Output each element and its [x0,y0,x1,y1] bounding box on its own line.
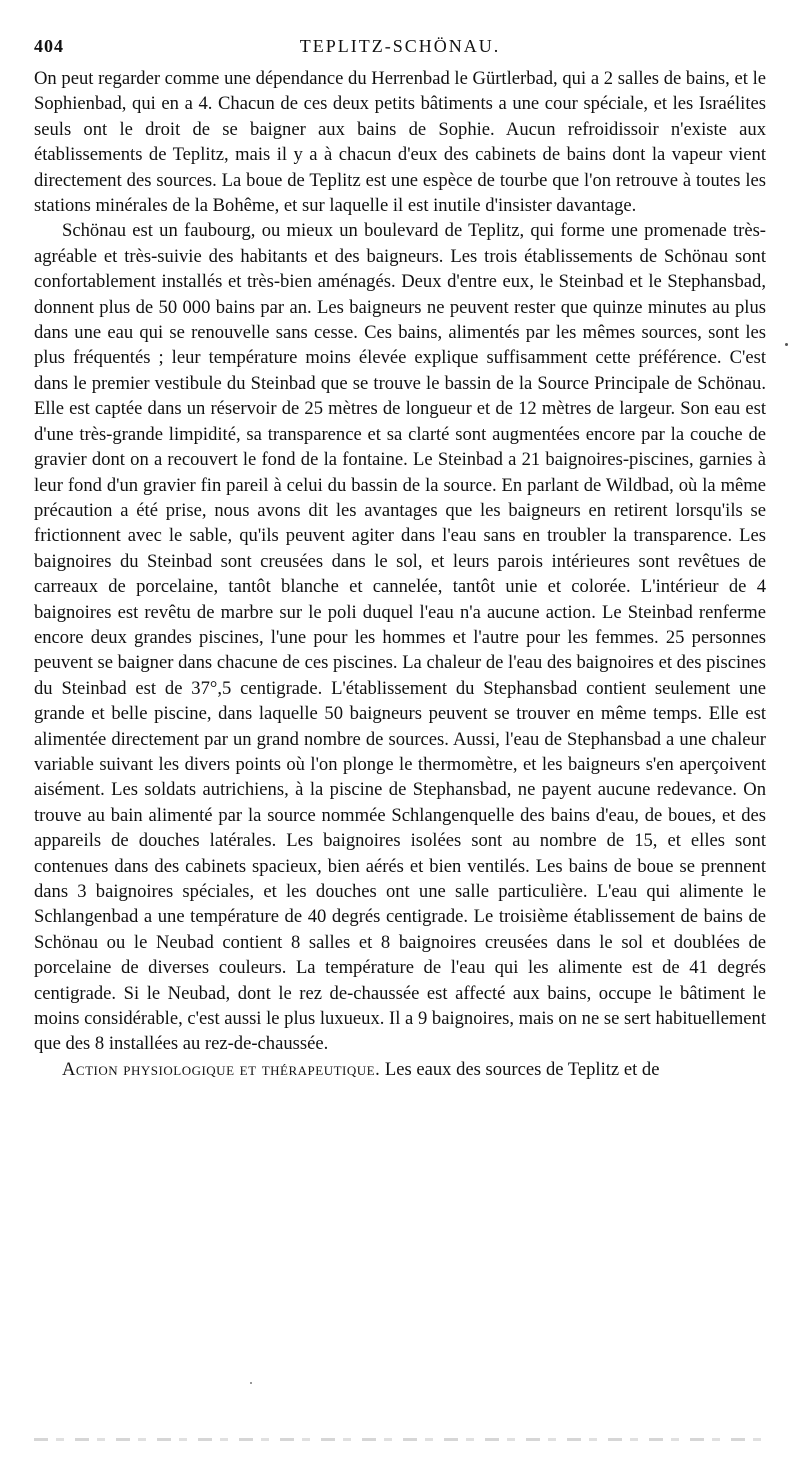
running-title: TEPLITZ-SCHÖNAU. [299,36,501,56]
section-lead: Action physiologique et thérapeutique. [62,1058,381,1080]
page-header [34,36,766,66]
page-number: 404 [34,36,64,56]
bleed-through-line [34,1438,764,1441]
paragraph-schonau: Schönau est un faubourg, ou mieux un boulevard de Teplitz, qui forme une promenade très-agréable et très-suivie des habitants et des baigneurs. Les trois établissements de Schönau sont confortablement installés et très-bien aménagés. Deux d'entre eux, le Steinbad et le Stephansbad, donnent plus de 50 000 bains par an. Les baigneurs ne peuvent rester que quinze minutes au plus dans une eau qui se renouvelle sans cesse. Ces bains, alimentés par les mêmes sources, sont les plus fréquentés ; leur température moins élevée explique suffisamment cette préférence. C'est dans le premier vestibule du Steinbad que se trouve le bassin de la Source Principale de Schönau. Elle est captée dans un réservoir de 25 mètres de longueur et de 12 mètres de largeur. Son eau est d'une très-grande limpidité, sa transparence et sa clarté sont augmentées encore par la couche de gravier dont on a recouvert le fond de la fontaine. Le Steinbad a 21 baignoires-piscines, garnies à leur fond d'un gravier fin pareil à celui du bassin de la source. En parlant de Wildbad, où la même précaution a été prise, nous avons dit les avantages que les baigneurs en retirent lorsqu'ils se frictionnent avec le sable, qu'ils peuvent agiter dans l'eau sans en troubler la transparence. Les baignoires du Steinbad sont creusées dans le sol, et leurs parois intérieures sont revêtues de carreaux de porcelaine, tantôt blanche et cannelée, tantôt unie et colorée. L'intérieur de 4 baignoires est revêtu de marbre sur le poli duquel l'eau n'a aucune action. Le Steinbad renferme encore deux grandes piscines, l'une pour les hommes et l'autre pour les femmes. 25 personnes peuvent se baigner dans chacune de ces piscines. La chaleur de l'eau des baignoires et des piscines du Steinbad est de 37°,5 centigrade. L'établissement du Stephansbad contient seulement une grande et belle piscine, dans laquelle 50 baigneurs peuvent se trouver en même temps. Elle est alimentée directement par un grand nombre de sources. Aussi, l'eau de Stephansbad a une chaleur variable suivant les divers points où l'on plonge le thermomètre, et les baigneurs s'en aperçoivent aisément. Les soldats autrichiens, à la piscine de Stephansbad, ne payent aucune redevance. On trouve au bain alimenté par la source nommée Schlangenquelle des bains d'eau, de boues, et des appareils de douches latérales. Les baignoires isolées sont au nombre de 15, et elles sont contenues dans des cabinets spacieux, bien aérés et bien ventilés. Les bains de boue se prennent dans 3 baignoires spéciales, et les douches ont une salle particulière. L'eau qui alimente le Schlangenbad a une température de 40 degrés centigrade. Le troisième établissement de bains de Schönau ou le Neubad contient 8 salles et 8 baignoires creusées dans le sol et doublées de porcelaine de diverses couleurs. La température de l'eau qui les alimente est de 41 degrés centigrade. Si le Neubad, dont le rez de-chaussée est affecté aux bains, occupe le bâtiment le moins considérable, c'est aussi le plus luxueux. Il a 9 baignoires, mais on ne se sert habituellement que des 8 installées au rez-de-chaussée. [34,220,766,1055]
ink-dot [250,1382,252,1384]
paragraph-action [34,1057,766,1082]
paragraph-gurtlerbad: On peut regarder comme une dépendance du Herrenbad le Gürtlerbad, qui a 2 salles de bains, et le Sophienbad, qui en a 4. Chacun de ces deux petits bâtiments a une cour spéciale, et les Israélites seuls ont le droit de se baigner aux bains de Sophie. Aucun refroidissoir n'existe aux établissements de Teplitz, mais il y a à chacun d'eux des cabinets de bains dont la vapeur vient directement des sources. La boue de Teplitz est une espèce de tourbe que l'on retrouve à toutes les stations minérales de la Bohême, et sur laquelle il est inutile d'insister davantage. [34,68,766,217]
margin-speck [785,343,788,346]
section-text: Les eaux des sources de Teplitz et de [380,1058,660,1080]
book-page [34,0,766,1082]
